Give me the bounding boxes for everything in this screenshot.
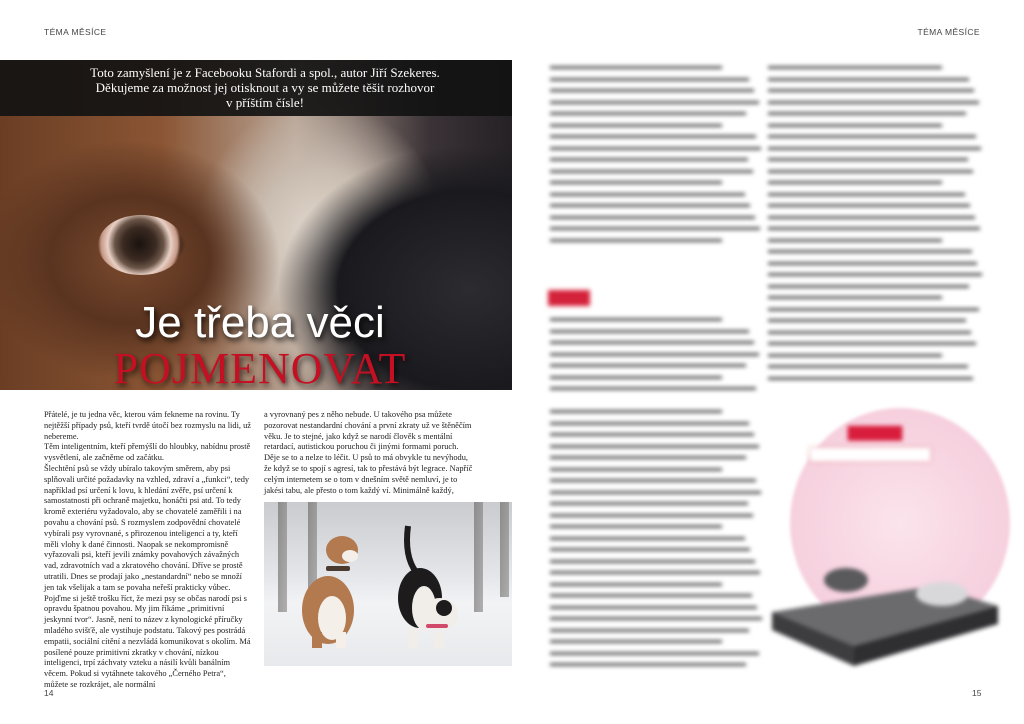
hero-image: [0, 60, 512, 390]
blurred-text-line: [768, 262, 977, 265]
blurred-text-line: [768, 331, 971, 334]
blurred-text-line: [550, 227, 760, 230]
article-column-1: [44, 410, 252, 691]
blurred-text-line: [550, 147, 761, 150]
blurred-text-line: [550, 170, 753, 173]
blurred-text-line: [550, 571, 760, 574]
blurred-text-line: [550, 124, 722, 127]
intro-line: v příštím čísle!: [226, 95, 304, 110]
blurred-text-line: [550, 548, 750, 551]
blurred-text-line: [550, 112, 746, 115]
headline: [95, 300, 425, 390]
tree: [500, 502, 509, 597]
blurred-text-line: [768, 342, 976, 345]
blurred-text-line: [550, 353, 759, 356]
page-number: 15: [972, 688, 982, 698]
article-paragraph: Přátelé, je tu jedna věc, kterou vám fekneme na rovinu. Ty nejtěžší případy psů, kteří tvrdě útočí bez rozmyslu na lidi, už nebereme.: [44, 410, 251, 441]
blurred-red-heading: [548, 290, 590, 306]
blurred-text-line: [768, 193, 965, 196]
section-label: TÉMA MĚSÍCE: [44, 27, 107, 37]
blurred-text-line: [550, 525, 722, 528]
blurred-text-line: [550, 376, 722, 379]
blurred-text-line: [768, 319, 966, 322]
blurred-text-line: [550, 216, 755, 219]
blurred-text-line: [768, 124, 942, 127]
blurred-text-line: [550, 410, 722, 413]
blurred-text-line: [550, 158, 748, 161]
blurred-text-line: [550, 583, 722, 586]
tree: [278, 502, 287, 612]
blurred-text-line: [768, 308, 979, 311]
article-paragraph: Šlechtění psů se vždy ubíralo takovým směrem, aby psi splňovali určité požadavky na vzhled, zdraví a „funkci“, tedy například psí určení k lovu, k hledání zvěře, psí určení k samostatnosti při ochraně majetku, honáčti psi atd. To tedy kromě exteriéru vyžadovalo, aby se chovatelé zaměřili i na povahu a chování psů. S rozmyslem zodpovědní chovatelé vybírali psy vyrovnané, s přirozenou inteligencí a ty, kteří měli vlohy k dané činnosti. Naopak se nekompromisně vyřazovali psi, kteří jevili známky povahových závažných vad, zdravotních vad a zkratového chování. Dříve se prostě utratili. Dnes se prodají jako „nestandardní“ nebo se množí jen tak všelijak a tam se povaha neřeší prakticky vůbec. Pojďme si ještě trošku říct, že mezi psy se občas narodí psi s opravdu špatnou povahou. My jim říkáme „primitivní jeskynní tvor“. Jasně, není to název z kynologické příručky mladého svišťě, ale vystihuje podstatu. Takový pes postrádá empatii, sociální cítění a nezvládá komunikovat s okolím. Má posílené pouze primitivní zkratky v chování, nízkou inteligenci, trpí záchvaty vzteku a násilí kvůli banálním věcem. Pokud si vytáhnete takového „Černého Petra“, můžete se rozkrájet, ale normální: [44, 463, 251, 689]
blurred-text-line: [768, 66, 942, 69]
blurred-text-line: [768, 216, 975, 219]
blurred-text-line: [550, 514, 753, 517]
blurred-text-line: [550, 468, 722, 471]
blurred-text-line: [768, 101, 979, 104]
tree: [474, 502, 483, 612]
blurred-text-line: [550, 204, 750, 207]
blurred-text-line: [550, 364, 746, 367]
blurred-text-line: [550, 89, 754, 92]
blurred-text-line: [550, 491, 761, 494]
blurred-text-line: [550, 193, 745, 196]
blurred-text-line: [768, 365, 968, 368]
blurred-text-line: [768, 112, 966, 115]
blurred-text-line: [768, 181, 942, 184]
blurred-text-line: [768, 158, 968, 161]
blurred-text-line: [550, 135, 756, 138]
blurred-text-line: [550, 318, 722, 321]
intro-bar: [0, 60, 512, 116]
blurred-tip-subtitle: ▇▇▇▇▇▇▇▇▇▇▇▇: [810, 446, 930, 461]
blurred-text-line: [550, 652, 759, 655]
dog-bed-image: [762, 566, 1002, 670]
blurred-text-line: [768, 354, 942, 357]
blurred-text-line: [550, 330, 749, 333]
dogs-photo: [264, 502, 512, 666]
article-column-2: [264, 410, 474, 496]
blurred-text-line: [550, 560, 755, 563]
intro-line: Toto zamyšlení je z Facebooku Stafordi a spol., autor Jiří Szekeres.: [90, 65, 440, 80]
blurred-text-line: [550, 606, 757, 609]
blurred-text-line: [550, 387, 756, 390]
blurred-text-line: [550, 341, 754, 344]
blurred-text-line: [768, 204, 970, 207]
blurred-text-line: [550, 78, 749, 81]
blurred-text-line: [550, 502, 748, 505]
article-paragraph: Těm inteligentním, kteří přemýšlí do hloubky, nabídnu prostě vysvětlení, ale začněme od začátku.: [44, 442, 251, 463]
blurred-text-line: [768, 296, 942, 299]
blurred-text-line: [768, 239, 942, 242]
blurred-text-line: [768, 250, 972, 253]
blurred-text-line: [550, 422, 749, 425]
blurred-tip-title: ▇▇▇▇▇: [848, 424, 902, 440]
brown-dog: [292, 520, 362, 650]
blurred-text-line: [550, 537, 745, 540]
blurred-text-line: [550, 181, 722, 184]
blurred-text-line: [768, 377, 973, 380]
dog-eye: [98, 215, 184, 275]
blurred-text-line: [550, 66, 722, 69]
blurred-text-line: [550, 663, 746, 666]
blurred-text-line: [550, 433, 754, 436]
blurred-text-line: [550, 239, 722, 242]
blurred-text-line: [768, 285, 969, 288]
blurred-text-line: [550, 594, 752, 597]
intro-line: Děkujeme za možnost jej otisknout a vy se můžete těšit rozhovor: [95, 80, 435, 95]
blurred-text-line: [550, 101, 759, 104]
blurred-text-line: [550, 629, 749, 632]
blurred-text-line: [550, 479, 756, 482]
blurred-text-line: [768, 273, 982, 276]
blurred-text-line: [550, 617, 762, 620]
intro-text: [30, 65, 500, 110]
headline-line-1: Je třeba věci: [135, 298, 385, 347]
article-paragraph: a vyrovnaný pes z něho nebude. U takového psa můžete pozorovat nestandardní chování a první zkraty už ve štěněčím věku. Je to stejné, jako když se narodí člověk s mentální retardací, autistickou poruchou či jinými formami poruch. Děje se to a nelze to léčit. U psů to má obvykle tu nevýhodu, že když se to spojí s agresí, tak to přestává být legrace. Napříč celým internetem se o tom v dnešním světě nemluví, je to jakési tabu, ale přesto o tom každý ví. Minimálně každý,: [264, 410, 473, 495]
bulldog: [386, 516, 462, 652]
blurred-text-line: [768, 78, 969, 81]
section-label: TÉMA MĚSÍCE: [917, 27, 980, 37]
blurred-text-line: [768, 170, 973, 173]
blurred-text-line: [768, 89, 974, 92]
blurred-text-line: [768, 227, 980, 230]
blurred-text-line: [550, 640, 722, 643]
blurred-text-line: [550, 445, 759, 448]
blurred-text-line: [768, 147, 981, 150]
blurred-text-line: [550, 456, 746, 459]
blurred-text-line: [768, 135, 976, 138]
page-number: 14: [44, 688, 54, 698]
headline-line-2: POJMENOVAT: [113, 344, 407, 390]
